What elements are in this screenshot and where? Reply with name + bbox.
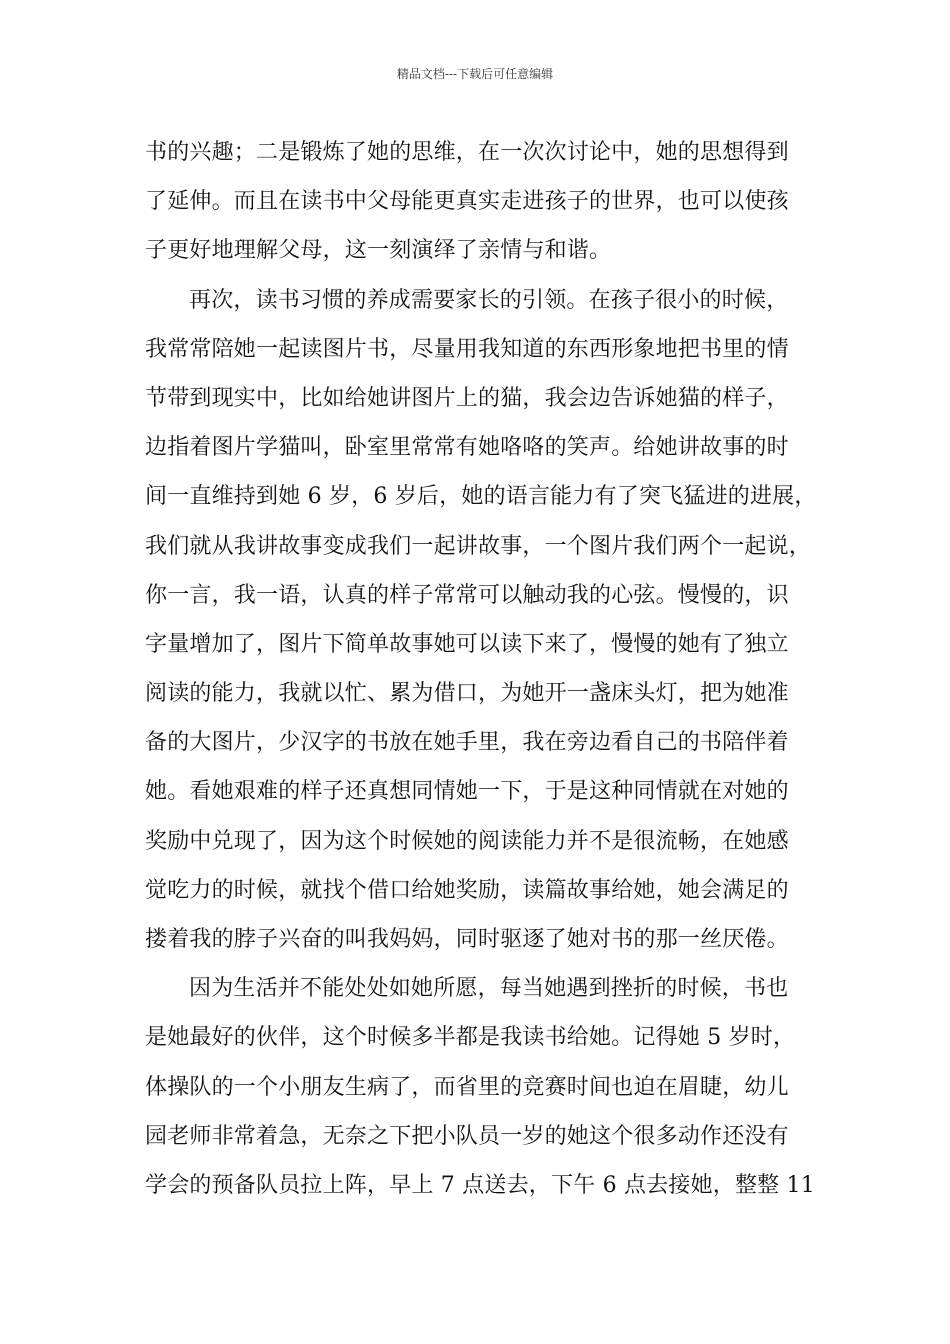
text-line: 我们就从我讲故事变成我们一起讲故事，一个图片我们两个一起说， (145, 533, 812, 559)
text-line: 我常常陪她一起读图片书，尽量用我知道的东西形象地把书里的情 (145, 336, 789, 362)
text-line: 学会的预备队员拉上阵，早上 7 点送去，下午 6 点去接她，整整 11 (145, 1172, 815, 1198)
text-line: 是她最好的伙伴，这个时候多半都是我读书给她。记得她 5 岁时， (145, 1025, 796, 1051)
paragraph-start-line: 再次，读书习惯的养成需要家长的引领。在孩子很小的时候， (189, 287, 789, 313)
text-line: 间一直维持到她 6 岁，6 岁后，她的语言能力有了突飞猛进的进展， (145, 484, 817, 510)
text-line: 字量增加了，图片下简单故事她可以读下来了，慢慢的她有了独立 (145, 631, 789, 657)
text-line: 你一言，我一语，认真的样子常常可以触动我的心弦。慢慢的，识 (145, 582, 789, 608)
text-line: 了延伸。而且在读书中父母能更真实走进孩子的世界，也可以使孩 (145, 189, 789, 215)
text-line: 觉吃力的时候，就找个借口给她奖励，读篇故事给她，她会满足的 (145, 877, 789, 903)
text-line: 节带到现实中，比如给她讲图片上的猫，我会边告诉她猫的样子， (145, 385, 789, 411)
document-body (145, 128, 817, 1210)
text-line: 搂着我的脖子兴奋的叫我妈妈，同时驱逐了她对书的那一丝厌倦。 (145, 927, 789, 952)
text-line: 阅读的能力，我就以忙、累为借口，为她开一盏床头灯，把为她准 (145, 681, 789, 707)
text-line: 子更好地理解父母，这一刻演绎了亲情与和谐。 (145, 238, 612, 264)
text-line: 体操队的一个小朋友生病了，而省里的竞赛时间也迫在眉睫，幼儿 (145, 1074, 789, 1100)
page-header: 精品文档---下载后可任意编辑 (396, 67, 554, 81)
paragraph-start-line: 因为生活并不能处处如她所愿，每当她遇到挫折的时候，书也 (189, 976, 789, 1002)
text-line: 园老师非常着急，无奈之下把小队员一岁的她这个很多动作还没有 (145, 1123, 789, 1149)
text-line: 她。看她艰难的样子还真想同情她一下，于是这种同情就在对她的 (145, 779, 789, 805)
text-line: 奖励中兑现了，因为这个时候她的阅读能力并不是很流畅，在她感 (145, 828, 789, 854)
text-line: 边指着图片学猫叫，卧室里常常有她咯咯的笑声。给她讲故事的时 (145, 435, 789, 461)
text-line: 书的兴趣；二是锻炼了她的思维，在一次次讨论中，她的思想得到 (145, 140, 789, 165)
text-line: 备的大图片，少汉字的书放在她手里，我在旁边看自己的书陪伴着 (145, 730, 789, 756)
